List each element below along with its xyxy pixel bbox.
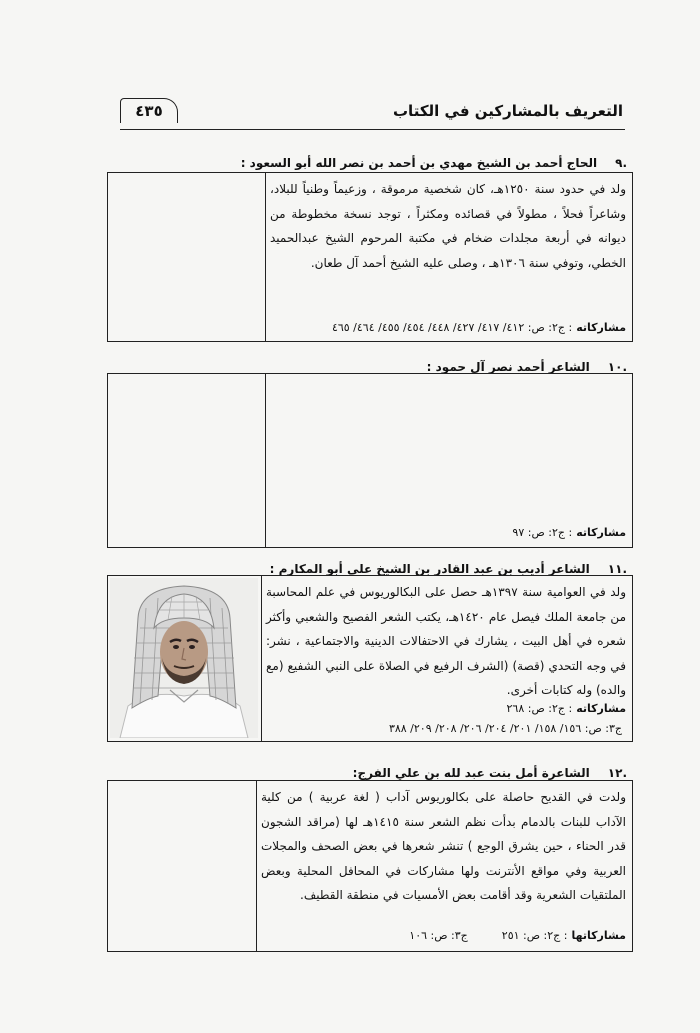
entry-11-number: .١١ [607,562,627,576]
entry-9-photo-placeholder [108,173,266,341]
entry-9-heading [67,156,627,170]
page-header [120,92,625,130]
portrait-photo [110,578,258,738]
page-number: ٤٣٥ [120,98,178,123]
entry-9-bio: ولد في حدود سنة ١٢٥٠هـ، كان شخصية مرموقة ، وزعيماً وطنياً للبلاد، وشاعراً فحلاً ، مطولاً في قصائده ومكثراً ، توجد نسخة مخطوطة من ديوانه في أربعة مجلدات ضخام في مكتبة المرحوم الشيخ عبدالحميد الخطي، وتوفي سنة ١٣٠٦هـ ، وصلى عليه الشيخ أحمد آل طعان. [270,182,626,270]
entry-12-number: .١٢ [607,766,627,780]
entry-10-bio [266,374,632,514]
entry-11-title: الشاعر أديب بن عبد القادر بن الشيخ علي أبو المكارم : [269,562,590,576]
entry-12-bio: ولدت في القديح حاصلة على بكالوريوس آداب ( لغة عربية ) من كلية الآداب للبنات بالدمام بدأت نظم الشعر سنة ١٤١٥هـ لها (مراقد الشجون قدر الحناء ، حين يشرق الوجع ) تنشر شعرها في بعض الصحف والمجلات العربية وفي مواقع الأنترنت ولها مشاركات في المحافل المحلية وبعض الملتقيات الشعرية وقد أقامت بعض الأمسيات في منطقة القطيف. [261,790,627,902]
entry-9-number: .٩ [615,156,627,170]
entry-11-participation-label: مشاركاته [576,702,626,715]
entry-9-box [107,172,633,342]
entry-11-participation [507,702,626,715]
running-title: التعريف بالمشاركين في الكتاب [392,102,623,120]
entry-11-bio: ولد في العوامية سنة ١٣٩٧هـ حصل على البكالوريوس في علم المحاسبة من جامعة الملك فيصل عام ١٤٢٠هـ، يكتب الشعر الفصيح والشعبي وأكثر شعره في أهل البيت ، يشارك في الاحتفالات الدينية والاجتماعية ، نشر: في وجه التحدي (قصة) (الشرف الرفيع في الصلاة على النبي الشفيع (مع والده) وله كتابات أخرى. [266,585,626,697]
entry-12-participation-label: مشاركاتها [571,929,626,942]
entry-10-number: .١٠ [607,360,627,374]
entry-10-title: الشاعر أحمد نصر آل حمود : [426,360,590,374]
entry-11-box [107,575,633,742]
entry-12-photo-placeholder [108,781,257,951]
entry-12-heading [67,766,627,780]
entry-9-participation-label: مشاركاته [576,321,626,334]
entry-12-participation-value: : ج٢: ص: ٢٥١ [501,929,568,942]
entry-11-heading [67,562,627,576]
entry-10-box [107,373,633,548]
entry-9-participation-value: : ج٢: ص: ٤١٢/ ٤١٧/ ٤٢٧/ ٤٤٨/ ٤٥٤/ ٤٥٥/ ٤٦٤/ ٤٦٥ [331,321,573,334]
entry-10-photo-placeholder [108,374,266,547]
entry-9-title: الحاج أحمد بن الشيخ مهدي بن أحمد بن نصر الله أبو السعود : [240,156,598,170]
entry-10-participation-value: : ج٢: ص: ٩٧ [512,526,573,539]
entry-11-participation-value: : ج٢: ص: ٢٦٨ [506,702,573,715]
entry-12-participation-value-2: ج٣: ص: ١٠٦ [409,929,468,942]
entry-12-participation [409,929,626,942]
entry-9-participation [332,321,626,334]
entry-10-heading [67,360,627,374]
entry-11-participation-2: ج٣: ص: ١٥٦/ ١٥٨/ ٢٠١/ ٢٠٤/ ٢٠٦/ ٢٠٨/ ٢٠٩/ ٣٨٨ [388,722,622,735]
entry-11-photo [108,576,262,741]
entry-10-participation [512,526,626,539]
entry-12-title: الشاعرة أمل بنت عبد لله بن علي الفرج: [352,766,590,780]
entry-10-participation-label: مشاركاته [576,526,626,539]
header-rule [120,129,625,130]
entry-12-box [107,780,633,952]
